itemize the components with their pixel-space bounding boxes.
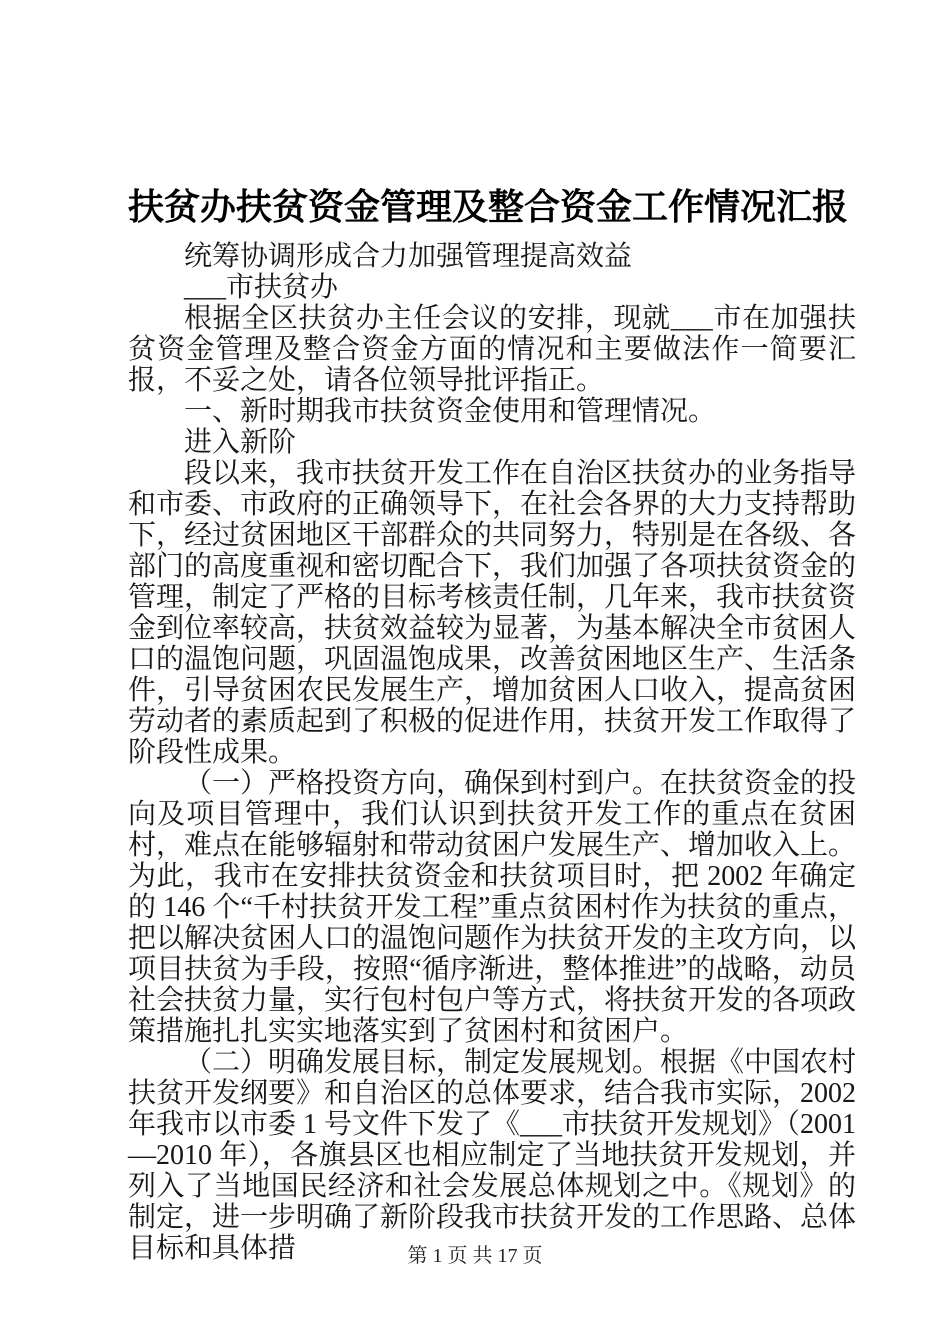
document-title: 扶贫办扶贫资金管理及整合资金工作情况汇报 xyxy=(128,186,849,227)
paragraph: 根据全区扶贫办主任会议的安排，现就___市在加强扶贫资金管理及整合资金方面的情况和主要做法作一简要汇报，不妥之处，请各位领导批评指正。 xyxy=(128,303,856,396)
paragraph: 进入新阶 xyxy=(184,427,297,458)
document-byline: ___市扶贫办 xyxy=(184,272,339,303)
document-subtitle: 统筹协调形成合力加强管理提高效益 xyxy=(184,241,633,272)
page-number-footer: 第 1 页 共 17 页 xyxy=(407,1245,543,1267)
paragraph: （二）明确发展目标，制定发展规划。根据《中国农村扶贫开发纲要》和自治区的总体要求，结合我市实际，2002 年我市以市委 1 号文件下发了《___市扶贫开发规划》（2001—2010 年），各旗县区也相应制定了当地扶贫开发规划，并列入了当地国民经济和社会发展总体规划之中。《规划》的制定，进一步明确了新阶段我市扶贫开发的工作思路、总体目标和具体措 xyxy=(128,1047,857,1264)
document-content xyxy=(128,188,856,1264)
paragraph: （一）严格投资方向，确保到村到户。在扶贫资金的投向及项目管理中，我们认识到扶贫开发工作的重点在贫困村，难点在能够辐射和带动贫困户发展生产、增加收入上。为此，我市在安排扶贫资金和扶贫项目时，把 2002 年确定的 146 个“千村扶贫开发工程”重点贫困村作为扶贫的重点，把以解决贫困人口的温饱问题作为扶贫开发的主攻方向，以项目扶贫为手段，按照“循序渐进，整体推进”的战略，动员社会扶贫力量，实行包村包户等方式，将扶贫开发的各项政策措施扎扎实实地落实到了贫困村和贫困户。 xyxy=(128,768,857,1047)
paragraph: 段以来，我市扶贫开发工作在自治区扶贫办的业务指导和市委、市政府的正确领导下，在社会各界的大力支持帮助下，经过贫困地区干部群众的共同努力，特别是在各级、各部门的高度重视和密切配合下，我们加强了各项扶贫资金的管理，制定了严格的目标考核责任制，几年来，我市扶贫资金到位率较高，扶贫效益较为显著，为基本解决全市贫困人口的温饱问题，巩固温饱成果，改善贫困地区生产、生活条件，引导贫困农民发展生产，增加贫困人口收入，提高贫困劳动者的素质起到了积极的促进作用，扶贫开发工作取得了阶段性成果。 xyxy=(128,458,857,768)
document-body xyxy=(128,303,856,1264)
paragraph: 一、新时期我市扶贫资金使用和管理情况。 xyxy=(184,396,717,427)
